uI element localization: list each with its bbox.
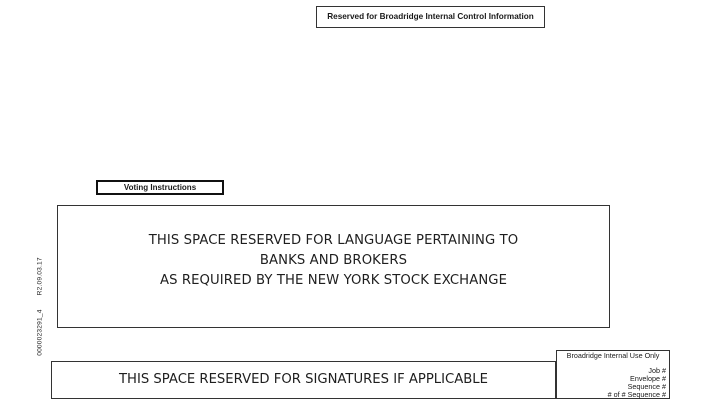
side-form-code [37,251,44,362]
signature-text: THIS SPACE RESERVED FOR SIGNATURES IF APPLICABLE [119,372,488,387]
language-line-2: BANKS AND BROKERS [259,253,408,268]
form-id: 0000023291_4 [36,309,44,356]
language-line-1: THIS SPACE RESERVED FOR LANGUAGE PERTAINING TO [148,233,519,248]
broadridge-control-info-box [316,6,545,28]
voting-label-text: Voting Instructions [123,183,197,192]
language-reserved-box [57,205,610,328]
language-line-3: AS REQUIRED BY THE NEW YORK STOCK EXCHANGE [159,273,508,288]
of-sequence-field: # of # Sequence # [607,390,666,399]
signature-reserved-box [51,361,556,399]
sequence-number-field: Sequence # [627,382,666,391]
form-version: R2.09.03.17 [36,257,44,296]
voting-instructions-label [96,180,224,195]
job-number-field: Job # [648,366,666,375]
internal-use-box [556,350,670,399]
envelope-number-field: Envelope # [630,374,666,383]
reserved-label: Reserved for Broadridge Internal Control Information [327,12,534,21]
internal-use-title: Broadridge Internal Use Only [566,351,660,360]
